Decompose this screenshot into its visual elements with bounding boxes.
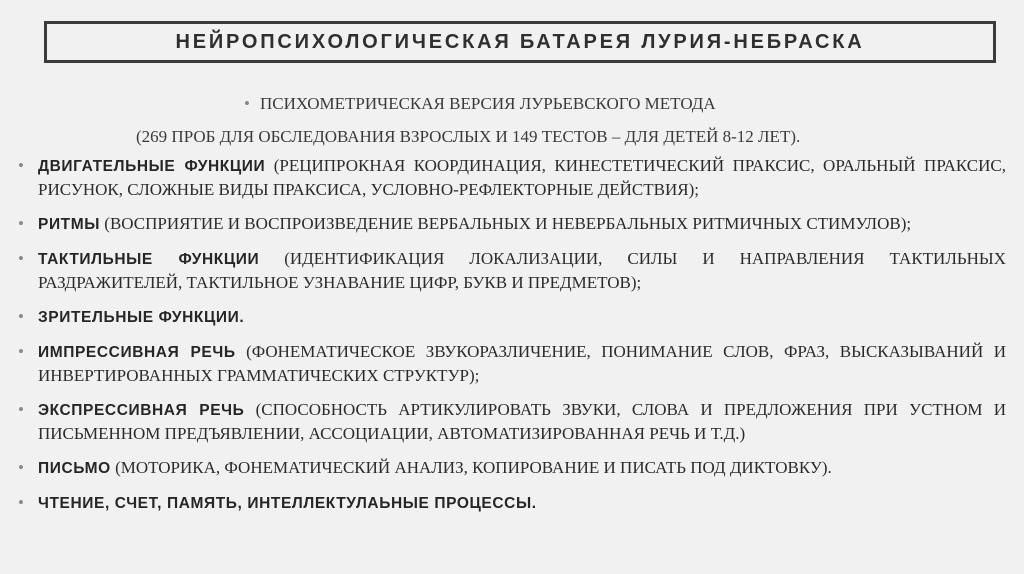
- item-term: ПИСЬМО: [38, 460, 111, 477]
- bullet-icon: •: [18, 400, 24, 419]
- function-list: [14, 154, 1006, 526]
- bullet-icon: •: [18, 214, 24, 233]
- slide-title: НЕЙРОПСИХОЛОГИЧЕСКАЯ БАТАРЕЯ ЛУРИЯ-НЕБРАСКА: [175, 30, 865, 53]
- item-term: ЧТЕНИЕ, СЧЕТ, ПАМЯТЬ, ИНТЕЛЛЕКТУЛАЬНЫЕ ПРОЦЕССЫ.: [38, 495, 537, 512]
- list-item: [14, 456, 1006, 480]
- bullet-icon: •: [18, 249, 24, 268]
- item-term: ИМПРЕССИВНАЯ РЕЧЬ: [38, 344, 236, 361]
- bullet-icon: •: [18, 156, 24, 175]
- item-term: ЗРИТЕЛЬНЫЕ ФУНКЦИИ.: [38, 309, 245, 326]
- bullet-icon: •: [18, 493, 24, 512]
- item-term: РИТМЫ: [38, 216, 101, 233]
- title-box: [44, 21, 996, 63]
- list-item: [14, 398, 1006, 445]
- item-description: (ВОСПРИЯТИЕ И ВОСПРОИЗВЕДЕНИЕ ВЕРБАЛЬНЫХ И НЕВЕРБАЛЬНЫХ РИТМИЧНЫХ СТИМУЛОВ);: [100, 214, 912, 233]
- list-item: [14, 491, 1006, 515]
- item-description: (ИДЕНТИФИКАЦИЯ ЛОКАЛИЗАЦИИ, СИЛЫ И НАПРАВЛЕНИЯ ТАКТИЛЬНЫХ РАЗДРАЖИТЕЛЕЙ, ТАКТИЛЬНОЕ УЗНАВАНИЕ ЦИФР, БУКВ И ПРЕДМЕТОВ);: [38, 249, 1006, 292]
- bullet-icon: •: [244, 94, 250, 113]
- intro-line-1: [244, 94, 716, 114]
- item-description: (ФОНЕМАТИЧЕСКОЕ ЗВУКОРАЗЛИЧЕНИЕ, ПОНИМАНИЕ СЛОВ, ФРАЗ, ВЫСКАЗЫВАНИЙ И ИНВЕРТИРОВАННЫХ ГРАММАТИЧЕСКИХ СТРУКТУР);: [38, 342, 1006, 385]
- intro-text-1: ПСИХОМЕТРИЧЕСКАЯ ВЕРСИЯ ЛУРЬЕВСКОГО МЕТОДА: [259, 94, 716, 113]
- item-term: ДВИГАТЕЛЬНЫЕ ФУНКЦИИ: [38, 158, 266, 175]
- intro-line-2: (269 ПРОБ ДЛЯ ОБСЛЕДОВАНИЯ ВЗРОСЛЫХ И 149 ТЕСТОВ – ДЛЯ ДЕТЕЙ 8-12 ЛЕТ).: [136, 127, 801, 146]
- bullet-icon: •: [18, 307, 24, 326]
- item-term: ЭКСПРЕССИВНАЯ РЕЧЬ: [38, 402, 245, 419]
- item-description: (РЕЦИПРОКНАЯ КООРДИНАЦИЯ, КИНЕСТЕТИЧЕСКИЙ ПРАКСИС, ОРАЛЬНЫЙ ПРАКСИС, РИСУНОК, СЛОЖНЫЕ ВИДЫ ПРАКСИСА, УСЛОВНО-РЕФЛЕКТОРНЫЕ ДЕЙСТВИЯ);: [38, 156, 1007, 199]
- item-description: (МОТОРИКА, ФОНЕМАТИЧЕСКИЙ АНАЛИЗ, КОПИРОВАНИЕ И ПИСАТЬ ПОД ДИКТОВКУ).: [110, 458, 832, 477]
- item-term: ТАКТИЛЬНЫЕ ФУНКЦИИ: [38, 251, 260, 268]
- list-item: [14, 154, 1006, 201]
- list-item: [14, 305, 1006, 329]
- item-description: (СПОСОБНОСТЬ АРТИКУЛИРОВАТЬ ЗВУКИ, СЛОВА И ПРЕДЛОЖЕНИЯ ПРИ УСТНОМ И ПИСЬМЕННОМ ПРЕДЪЯВЛЕНИИ, АССОЦИАЦИИ, АВТОМАТИЗИРОВАННАЯ РЕЧЬ И Т.Д.): [38, 400, 1006, 443]
- bullet-icon: •: [18, 458, 24, 477]
- bullet-icon: •: [18, 342, 24, 361]
- list-item: [14, 340, 1006, 387]
- list-item: [14, 247, 1006, 294]
- list-item: [14, 212, 1006, 236]
